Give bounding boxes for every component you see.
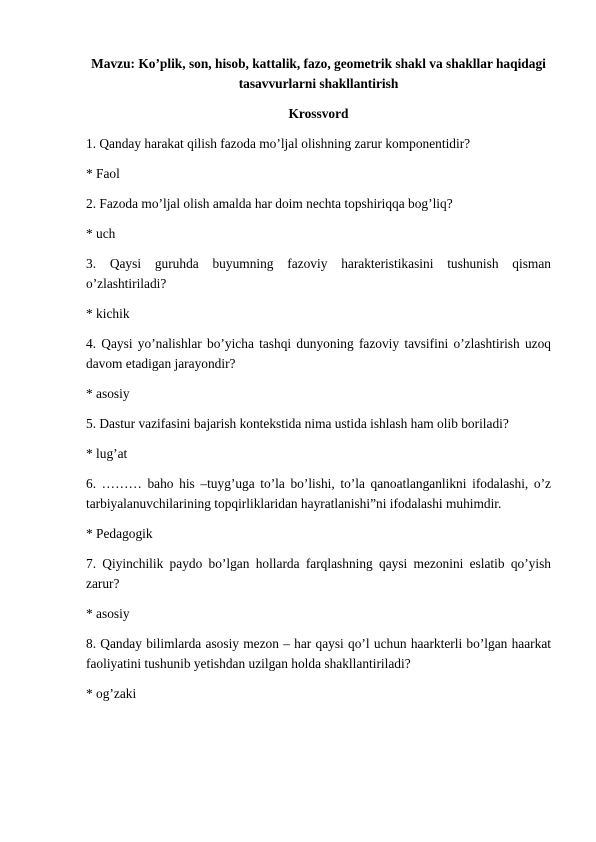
question-list xyxy=(86,134,551,704)
document-page xyxy=(86,54,551,714)
answer-5: * lug’at xyxy=(86,446,128,461)
question-1: 1. Qanday harakat qilish fazoda mo’ljal olishning zarur komponentidir? xyxy=(86,136,471,151)
question-3: 3. Qaysi guruhda buyumning fazoviy harakteristikasini tushunish qisman o’zlashtiriladi? xyxy=(86,256,551,291)
document-subtitle: Krossvord xyxy=(288,106,349,121)
answer-3: * kichik xyxy=(86,306,130,321)
question-4: 4. Qaysi yo’nalishlar bo’yicha tashqi dunyoning fazoviy tavsifini o’zlashtirish uzoq davom etadigan jarayondir? xyxy=(86,336,551,371)
answer-6: * Pedagogik xyxy=(86,526,153,541)
question-6: 6. ……… baho his –tuyg’uga to’la bo’lishi, to’la qanoatlanganlikni ifodalashi, o’z tarbiyalanuvchilarining topqirliklaridan hayratlanishi”ni ifodalashi muhimdir. xyxy=(86,476,551,511)
answer-2: * uch xyxy=(86,226,116,241)
question-8: 8. Qanday bilimlarda asosiy mezon – har qaysi qo’l uchun haarkterli bo’lgan haarkat faoliyatini tushunib yetishdan uzilgan holda shakllantiriladi? xyxy=(86,636,551,671)
question-2: 2. Fazoda mo’ljal olish amalda har doim nechta topshiriqqa bog’liq? xyxy=(86,196,453,211)
question-5: 5. Dastur vazifasini bajarish kontekstida nima ustida ishlash ham olib boriladi? xyxy=(86,416,509,431)
document-title: Mavzu: Ko’plik, son, hisob, kattalik, fazo, geometrik shakl va shakllar haqidagi tasavvurlarni shakllantirish xyxy=(91,56,546,91)
answer-7: * asosiy xyxy=(86,606,130,621)
question-7: 7. Qiyinchilik paydo bo’lgan hollarda farqlashning qaysi mezonini eslatib qo’yish zarur? xyxy=(86,556,551,591)
answer-1: * Faol xyxy=(86,166,120,181)
answer-4: * asosiy xyxy=(86,386,130,401)
answer-8: * og’zaki xyxy=(86,686,137,701)
